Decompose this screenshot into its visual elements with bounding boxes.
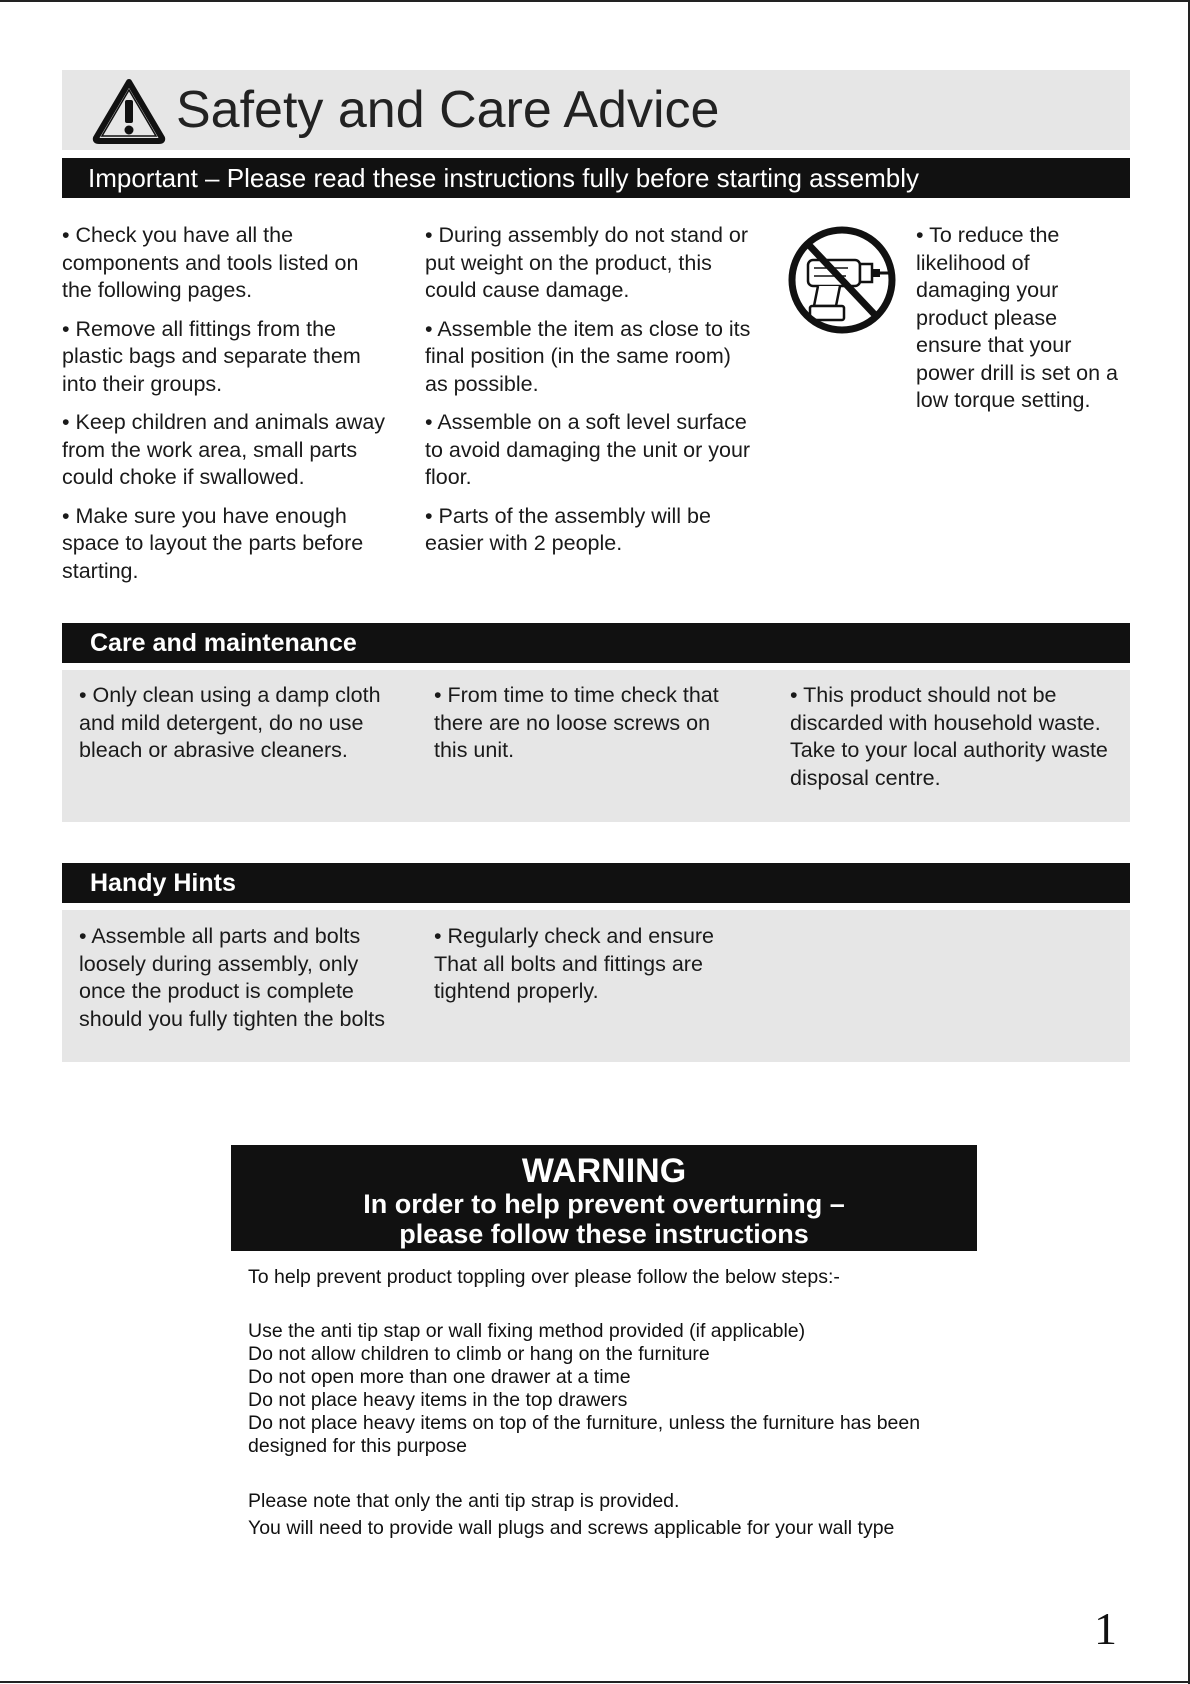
warning-title: WARNING [521,1152,687,1190]
page-border-bottom [0,1681,1190,1683]
safety-item: • During assembly do not stand or put weight on the product, this could cause damage. [425,223,749,302]
important-text: Important – Please read these instructions fully before starting assembly [88,163,919,193]
important-banner [62,158,1130,198]
safety-item: • Keep children and animals away from the work area, small parts could choke if swallowed. [62,410,386,489]
safety-item: • Parts of the assembly will be easier with 2 people. [425,503,711,555]
warning-note-2: You will need to provide wall plugs and screws applicable for your wall type [248,1517,895,1539]
warning-steps [248,1320,988,1458]
warning-step: Do not open more than one drawer at a time [248,1366,631,1388]
care-item-1: • Only clean using a damp cloth and mild detergent, do no use bleach or abrasive cleaners. [79,683,381,762]
care-item-3: • This product should not be discarded with household waste. Take to your local authority waste disposal centre. [790,683,1108,790]
safety-item: • Check you have all the components and tools listed on the following pages. [62,223,359,302]
safety-column-2 [425,222,755,569]
warning-subtitle-1: In order to help prevent overturning – [363,1189,845,1219]
safety-item: • Remove all fittings from the plastic bags and separate them into their groups. [62,316,361,396]
warning-note-1: Please note that only the anti tip strap is provided. [248,1490,680,1512]
warning-step: Do not allow children to climb or hang on the furniture [248,1343,710,1365]
warning-subtitle-2: please follow these instructions [399,1219,809,1249]
safety-item: • Assemble on a soft level surface to avoid damaging the unit or your floor. [425,410,751,489]
page-number: 1 [1094,1603,1117,1654]
hint-item-2: • Regularly check and ensure That all bolts and fittings are tightend properly. [434,924,715,1003]
warning-step: Do not place heavy items in the top drawers [248,1389,628,1411]
hints-header [62,863,1130,903]
safety-item: • Assemble the item as close to its final position (in the same room) as possible. [425,316,751,396]
page-border-top [0,0,1190,2]
drill-tip-text [788,222,1118,415]
hints-title: Handy Hints [90,869,236,897]
care-title: Care and maintenance [90,629,357,657]
warning-step: Use the anti tip stap or wall fixing method provided (if applicable) [248,1320,806,1342]
page-title: Safety and Care Advice [176,81,720,139]
drill-tip: • To reduce the likelihood of damaging your product please ensure that your power drill is set on a low torque setting. [916,223,1118,412]
warning-box [231,1145,977,1251]
safety-item: • Make sure you have enough space to layout the parts before starting. [62,503,364,583]
hint-item-1: • Assemble all parts and bolts loosely during assembly, only once the product is complete should you fully tighten the bolts [79,924,385,1031]
drill-tip-wrap [788,222,1118,415]
care-header [62,623,1130,663]
warning-step: Do not place heavy items on top of the furniture, unless the furniture has been designed for this purpose [248,1412,921,1457]
warning-intro: To help prevent product toppling over please follow the below steps:- [248,1266,840,1288]
warning-triangle-icon [92,78,166,144]
care-item-2: • From time to time check that there are no loose screws on this unit. [434,683,719,762]
safety-column-1 [62,222,392,596]
